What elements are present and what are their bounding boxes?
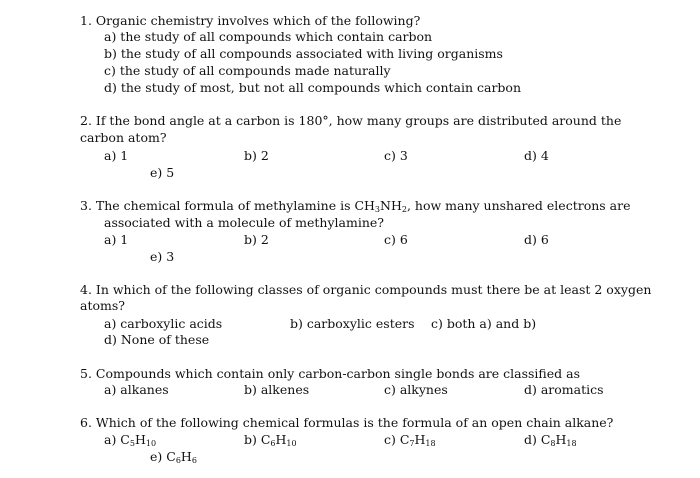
q6-stem: 6. Which of the following chemical formulas is the formula of an open chain alkane?: [80, 415, 614, 430]
q6-option-c: c) $C_7H_{18}$: [384, 432, 436, 448]
q2-option-e: e) 5: [150, 165, 175, 180]
q4-option-d: d) None of these: [104, 332, 210, 347]
q3-option-e: e) 3: [150, 249, 175, 264]
q1-option-a: a) the study of all compounds which contain carbon: [104, 29, 433, 44]
q1-option-b: b) the study of all compounds associated with living organisms: [104, 46, 503, 61]
q2-option-a: a) 1: [104, 148, 129, 163]
q1-option-c: c) the study of all compounds made naturally: [104, 63, 391, 78]
q3-option-c: c) 6: [384, 232, 408, 247]
q4-stem-line2: atoms?: [80, 298, 125, 313]
q5-option-b: b) alkenes: [244, 382, 310, 397]
q5-stem: 5. Compounds which contain only carbon-carbon single bonds are classified as: [80, 366, 580, 381]
q2-stem-line2: carbon atom?: [80, 130, 167, 145]
q6-option-b: b) $C_6H_{10}$: [244, 432, 297, 448]
q5-option-a: a) alkanes: [104, 382, 169, 397]
q2-option-b: b) 2: [244, 148, 269, 163]
q6-option-d: d) $C_8H_{18}$: [524, 432, 577, 448]
q3-option-d: d) 6: [524, 232, 549, 247]
q4-stem: 4. In which of the following classes of organic compounds must there be at least 2 oxygen: [80, 282, 652, 297]
q6-option-a: a) $C_5H_{10}$: [104, 432, 157, 448]
q4-option-c: c) both a) and b): [431, 316, 537, 331]
q3-option-b: b) 2: [244, 232, 269, 247]
q4-option-a: a) carboxylic acids: [104, 316, 223, 331]
q3-stem-line2: associated with a molecule of methylamine?: [104, 215, 384, 230]
q1-stem: 1. Organic chemistry involves which of the following?: [80, 13, 421, 28]
q3-option-a: a) 1: [104, 232, 129, 247]
q1-option-d: d) the study of most, but not all compounds which contain carbon: [104, 80, 522, 95]
q2-stem: 2. If the bond angle at a carbon is 180°, how many groups are distributed around the: [80, 113, 622, 128]
q4-option-b: b) carboxylic esters: [290, 316, 415, 331]
q5-option-c: c) alkynes: [384, 382, 448, 397]
q6-option-e: e) $C_6H_6$: [150, 449, 197, 465]
q2-option-c: c) 3: [384, 148, 408, 163]
q3-stem: 3. The chemical formula of methylamine is $CH_3NH_2$, how many unshared electrons are: [80, 198, 631, 214]
q2-option-d: d) 4: [524, 148, 549, 163]
q5-option-d: d) aromatics: [524, 382, 604, 397]
